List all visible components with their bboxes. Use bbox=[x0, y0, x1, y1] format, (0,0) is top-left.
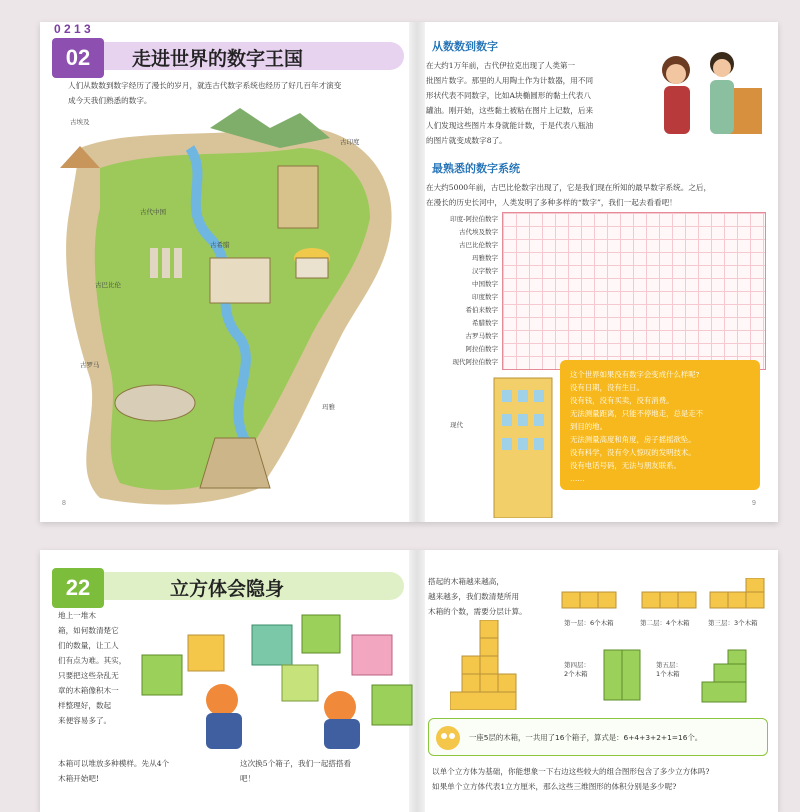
stepped-tower-illustration bbox=[450, 620, 520, 710]
map-label-greece: 古希腊 bbox=[210, 241, 230, 249]
note-line: 没有钱，没有买卖，没有消费。 bbox=[570, 396, 674, 405]
map-label-china: 古代中国 bbox=[140, 208, 166, 216]
numeral-systems-grid bbox=[502, 212, 766, 370]
section-heading-systems: 最熟悉的数字系统 bbox=[432, 162, 520, 175]
table-row-label: 希腊数字 bbox=[472, 319, 498, 327]
text-line: 章的木箱像积木一 bbox=[58, 686, 119, 695]
label-line: 第四层： bbox=[564, 661, 590, 669]
book-spread-cubes bbox=[40, 550, 778, 812]
text-line: 形状代表不同数字，比如A块椭圆形的黏土代表八 bbox=[426, 91, 591, 100]
table-row-label: 印度数字 bbox=[472, 293, 498, 301]
table-row-label: 印度-阿拉伯数字 bbox=[450, 215, 498, 223]
text-line: 木箱开始吧! bbox=[58, 774, 100, 783]
text-line: 以单个立方体为基础，你能想象一下右边这些较大的组合图形包含了多少立方体吗? bbox=[432, 767, 710, 776]
layer-2-label: 第二层：4个木箱 bbox=[640, 619, 690, 627]
note-line: …… bbox=[570, 474, 585, 483]
text-line: 样整理好，数起 bbox=[58, 701, 112, 710]
text-line: 在漫长的历史长河中，人类发明了多种多样的“数字”，我们一起去看看吧！ bbox=[426, 198, 677, 207]
bottom-left-text bbox=[58, 756, 228, 786]
world-numbers-map bbox=[40, 108, 412, 518]
sum-callout bbox=[428, 718, 768, 756]
table-row-label: 古罗马数字 bbox=[465, 332, 498, 340]
layer-4-label bbox=[564, 660, 590, 678]
layer-3-boxes bbox=[708, 578, 768, 610]
page-number-left: 8 bbox=[62, 500, 66, 507]
map-label-india: 古印度 bbox=[340, 138, 360, 146]
text-line: 地上一堆木 bbox=[58, 611, 96, 620]
modern-buildings-illustration bbox=[486, 372, 558, 518]
text-line: 本箱可以堆放多种模样。先从4个 bbox=[58, 759, 170, 768]
bottom-mid-text bbox=[240, 756, 410, 786]
page-number-right: 9 bbox=[752, 500, 756, 507]
note-line: 无法测量距离，只能不停地走，总是走不 bbox=[570, 409, 704, 418]
text-line: 这次换5个箱子，我们一起搭搭看 bbox=[240, 759, 352, 768]
note-line: 无法测量高度和角度，房子摇摇欲坠。 bbox=[570, 435, 696, 444]
layer-4-boxes bbox=[600, 646, 644, 706]
workers-boxes-illustration bbox=[132, 605, 422, 755]
what-if-note bbox=[560, 360, 760, 490]
text-line: 箱，如何数清楚它 bbox=[58, 626, 119, 635]
text-line: 吧！ bbox=[240, 774, 256, 783]
label-line: 1个木箱 bbox=[656, 670, 680, 678]
table-row-label: 现代阿拉伯数字 bbox=[452, 358, 498, 366]
table-row-label: 古巴比伦数字 bbox=[459, 241, 498, 249]
layer-5-label bbox=[656, 660, 682, 678]
label-line: 2个木箱 bbox=[564, 670, 588, 678]
note-line: 没有日期，没有生日。 bbox=[570, 383, 644, 392]
text-line: 如果单个立方体代表1立方厘米，那么这些三维图形的体积分别是多少呢? bbox=[432, 782, 677, 791]
intro-line: 人们从数数到数字经历了漫长的岁月，就连古代数字系统也经历了好几百年才演变 bbox=[68, 81, 342, 90]
layer-1-label: 第一层：6个木箱 bbox=[564, 619, 614, 627]
merchants-illustration bbox=[646, 40, 766, 150]
table-row-label: 中国数字 bbox=[472, 280, 498, 288]
table-row-label: 希伯来数字 bbox=[465, 306, 498, 314]
text-line: 木箱的个数，需要分层计算。 bbox=[428, 607, 527, 616]
bottom-right-text bbox=[432, 764, 772, 794]
table-row-label: 汉字数字 bbox=[472, 267, 498, 275]
section-text-systems bbox=[426, 180, 766, 210]
text-line: 来便容易多了。 bbox=[58, 716, 112, 725]
layer-2-boxes bbox=[640, 584, 700, 610]
layer-1-boxes bbox=[560, 584, 620, 610]
section-heading-counting: 从数数到数字 bbox=[432, 40, 498, 53]
intro-line: 成今天我们熟悉的数字。 bbox=[68, 96, 152, 105]
label-line: 第五层： bbox=[656, 661, 682, 669]
chapter-number-badge: 22 bbox=[52, 568, 104, 608]
table-row-label: 玛雅数字 bbox=[472, 254, 498, 262]
right-intro-text bbox=[428, 574, 578, 619]
layer-5-boxes bbox=[700, 646, 750, 706]
page-title: 立方体会隐身 bbox=[170, 578, 285, 600]
map-label-rome: 古罗马 bbox=[80, 361, 100, 369]
text-line: 只要把这些杂乱无 bbox=[58, 671, 119, 680]
owl-mascot-icon bbox=[435, 725, 461, 751]
text-line: 搭起的木箱越来越高， bbox=[428, 577, 504, 586]
text-line: 在大约1万年前，古代伊拉克出现了人类第一 bbox=[426, 61, 576, 70]
text-line: 罐油。刚开始，这些黏土被粘在图片上记数，后来 bbox=[426, 106, 594, 115]
layer-3-label: 第三层：3个木箱 bbox=[708, 619, 758, 627]
chapter-deco-digits: 0 2 1 3 bbox=[54, 22, 91, 36]
text-line: 在大约5000年前，古巴比伦数字出现了，它是我们现在所知的最早数字系统。之后， bbox=[426, 183, 712, 192]
table-row-label: 阿拉伯数字 bbox=[465, 345, 498, 353]
book-spread-numbers bbox=[40, 22, 778, 522]
map-label-babylon: 古巴比伦 bbox=[95, 281, 121, 289]
page-title: 走进世界的数字王国 bbox=[132, 48, 304, 70]
text-line: 的图片就变成数字8了。 bbox=[426, 136, 507, 145]
text-line: 们有点为难。其实， bbox=[58, 656, 127, 665]
note-line: 这个世界如果没有数字会变成什么样呢? bbox=[570, 370, 700, 379]
text-line: 们的数量，让工人 bbox=[58, 641, 119, 650]
note-line: 没有电话号码，无法与朋友联系。 bbox=[570, 461, 681, 470]
map-label-modern: 现代 bbox=[450, 421, 463, 429]
chapter-number-badge: 02 bbox=[52, 38, 104, 78]
intro-text bbox=[68, 78, 408, 108]
note-line: 到目的地。 bbox=[570, 422, 607, 431]
map-label-maya: 玛雅 bbox=[322, 403, 335, 411]
section-text-counting bbox=[426, 58, 656, 148]
text-line: 越来越多，我们数清楚所用 bbox=[428, 592, 520, 601]
note-line: 没有科学，没有令人惊叹的发明技术。 bbox=[570, 448, 696, 457]
text-line: 人们发现这些图片本身就能计数，于是代表八瓶油 bbox=[426, 121, 594, 130]
text-line: 批图片数字。那里的人用陶土作为计数器，用不同 bbox=[426, 76, 594, 85]
map-label-egypt: 古埃及 bbox=[70, 118, 90, 126]
table-row-label: 古代埃及数字 bbox=[459, 228, 498, 236]
sum-text: 一座5层的木箱，一共用了16个箱子，算式是：6+4+3+2+1=16个。 bbox=[469, 733, 703, 742]
